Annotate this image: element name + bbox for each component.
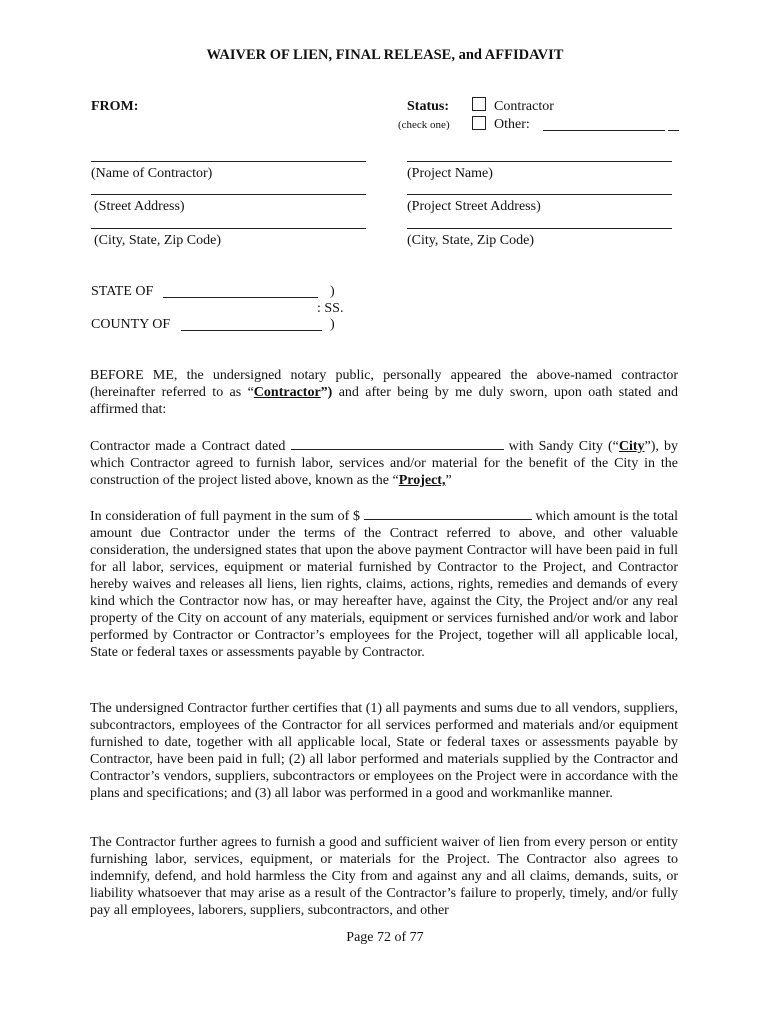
- project-street-line[interactable]: [407, 194, 672, 195]
- project-name-label: (Project Name): [407, 166, 493, 181]
- contractor-option-label: Contractor: [494, 99, 554, 114]
- contractor-name-line[interactable]: [91, 161, 366, 162]
- contractor-checkbox[interactable]: [472, 97, 486, 111]
- other-field[interactable]: [543, 130, 665, 131]
- other-checkbox[interactable]: [472, 116, 486, 130]
- project-name-line[interactable]: [407, 161, 672, 162]
- city-state-zip-line-right[interactable]: [407, 228, 672, 229]
- page-number: Page 72 of 77: [346, 930, 424, 945]
- city-state-zip-label-right: (City, State, Zip Code): [407, 233, 535, 248]
- check-one-note: (check one): [398, 119, 450, 131]
- other-field-tail: [668, 130, 679, 131]
- city-state-zip-line-left[interactable]: [91, 228, 366, 229]
- ss-label: : SS.: [317, 301, 344, 316]
- contract-paragraph: Contractor made a Contract dated with Sandy City (“City”), by which Contractor agreed to furnish labor, services and/or material for the benefit of the City in the construction of the project listed above, known as the “Project,”: [90, 439, 679, 488]
- state-paren: ): [330, 284, 335, 299]
- status-label: Status:: [407, 99, 450, 114]
- contractor-name-label: (Name of Contractor): [91, 166, 213, 181]
- county-paren: ): [330, 317, 335, 332]
- other-option-label: Other:: [494, 117, 530, 132]
- intro-paragraph: BEFORE ME, the undersigned notary public, personally appeared the above-named contractor (hereinafter referred to as “Contractor”) and after being by me duly sworn, upon oath stated and affirmed that:: [90, 368, 678, 417]
- county-of-label: COUNTY OF: [91, 317, 171, 332]
- indemnity-paragraph: The Contractor further agrees to furnish a good and sufficient waiver of lien from every person or entity furnishing labor, services, equipment, or materials for the Project. The Contractor also agrees to indemnify, defend, and hold harmless the City from and against any and all claims, demands, suits, or liability whatsoever that may arise as a result of the Contractor’s failure to properly, timely, and/or fully pay all employees, laborers, suppliers, subcontractors, and other: [90, 835, 678, 918]
- project-street-label: (Project Street Address): [407, 199, 541, 214]
- document-title: WAIVER OF LIEN, FINAL RELEASE, and AFFIDAVIT: [206, 47, 564, 63]
- street-address-label: (Street Address): [94, 199, 185, 214]
- state-of-label: STATE OF: [91, 284, 154, 299]
- city-state-zip-label-left: (City, State, Zip Code): [94, 233, 222, 248]
- certification-paragraph: The undersigned Contractor further certifies that (1) all payments and sums due to all vendors, suppliers, subcontractors, employees of the Contractor for all services performed and materials and/or equipment furnished to date, together with all applicable local, State or federal taxes or assessments payable by Contractor, have been paid in full; (2) all labor performed and materials supplied by the Contractor and Contractor’s vendors, suppliers, subcontractors or employees on the Project were in accordance with the plans and specifications; and (3) all labor was performed in a good and workmanlike manner.: [90, 701, 678, 801]
- state-field[interactable]: [163, 297, 318, 298]
- payment-paragraph: In consideration of full payment in the sum of $ which amount is the total amount due Contractor under the terms of the Contract referred to above, and other valuable consideration, the undersigned states that upon the above payment Contractor will have been paid in full for all labor, services, equipment or material furnished by Contractor to the Project, and Contractor hereby waives and releases all liens, lien rights, claims, actions, rights, remedies and demands of every kind which the Contractor now has, or may hereafter have, against the City, the Project and/or any real property of the City on account of any materials, equipment or services furnished and/or work and labor performed by Contractor or Contractor’s employees for the Project, together will all applicable local, State or federal taxes or assessments payable by Contractor.: [90, 509, 679, 660]
- contract-date-field[interactable]: [291, 437, 504, 450]
- payment-amount-field[interactable]: [364, 507, 532, 520]
- street-address-line[interactable]: [91, 194, 366, 195]
- from-label: FROM:: [91, 99, 139, 114]
- county-field[interactable]: [181, 330, 322, 331]
